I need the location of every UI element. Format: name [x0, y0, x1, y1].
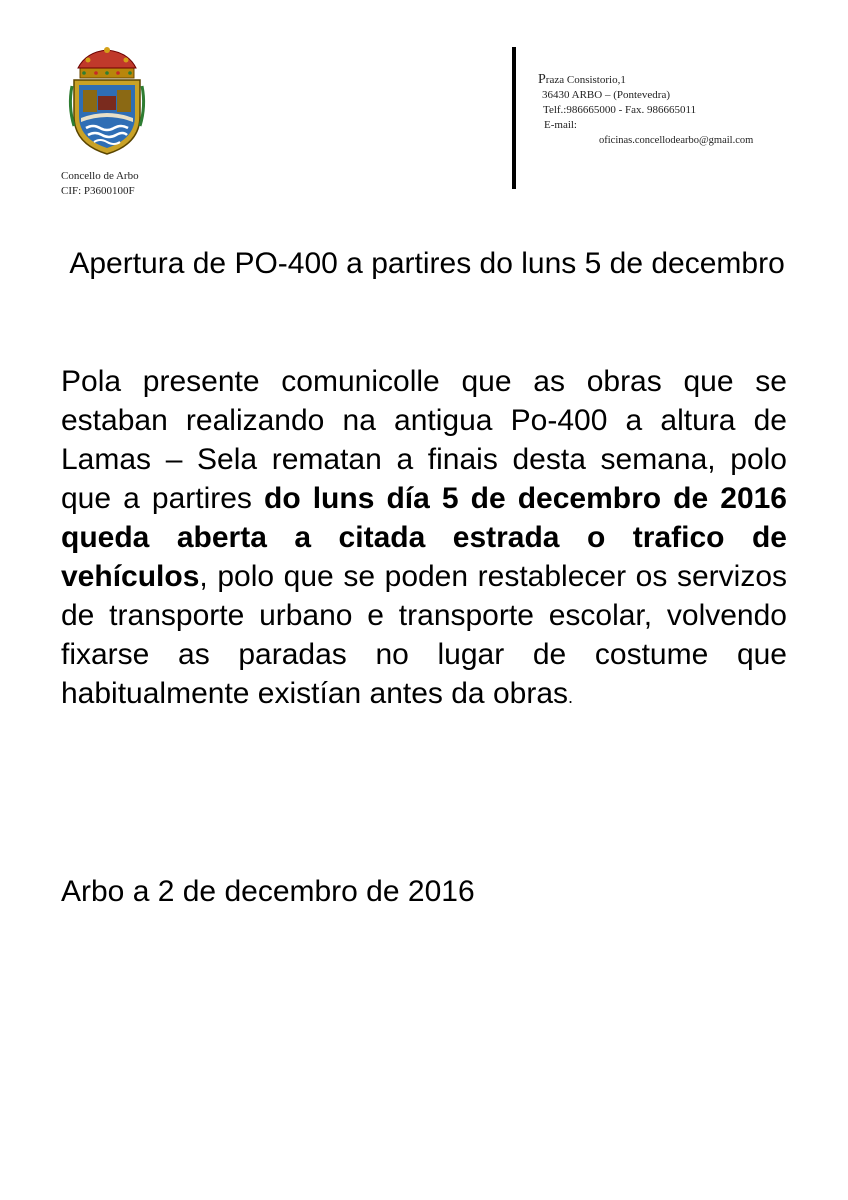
address-block [538, 72, 808, 148]
address-street-rest: raza Consistorio,1 [545, 74, 626, 86]
body-text-end: . [568, 687, 574, 707]
body-text-part2: , polo que se poden restablecer os servizos de transporte urbano e transporte escolar, volvendo fixarse as paradas no lugar de costume que habitualmente existían antes da obras [61, 560, 787, 710]
coat-of-arms-icon [66, 46, 148, 156]
address-email: oficinas.concellodearbo@gmail.com [599, 135, 754, 146]
address-street-initial: P [538, 72, 546, 87]
address-street [538, 72, 808, 88]
address-phones: Telf.:986665000 - Fax. 986665011 [543, 104, 697, 116]
header-divider [512, 47, 516, 189]
organization-name: Concello de Arbo [61, 170, 139, 182]
address-email-label: E-mail: [544, 119, 577, 131]
body-text-part1: Pola presente comunicolle que as obras que se estaban realizando na antigua Po-400 a altura de Lamas – Sela rematan a finais desta semana, polo que a partires [61, 365, 787, 515]
document-title: Apertura de PO-400 a partires do luns 5 de decembro [61, 247, 785, 280]
document-body [61, 362, 787, 717]
body-text-bold: do luns día 5 de decembro de 2016 queda aberta a citada estrada o trafico de vehículos [61, 482, 787, 593]
address-city: 36430 ARBO – (Pontevedra) [542, 89, 671, 101]
organization-cif: CIF: P3600100F [61, 185, 135, 197]
document-dateline: Arbo a 2 de decembro de 2016 [61, 875, 475, 908]
organization-block [61, 169, 139, 199]
